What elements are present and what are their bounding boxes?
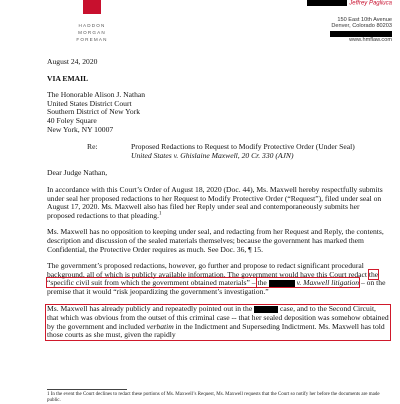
letterhead: [252, 0, 392, 43]
re-subject-line-2: United States v. Ghislaine Maxwell, 20 Cr. 330 (AJN): [131, 150, 294, 160]
sender-name: [252, 0, 392, 7]
re-subject: [131, 143, 389, 160]
re-line: [87, 143, 389, 160]
salutation: Dear Judge Nathan,: [47, 168, 108, 178]
paragraph-4-highlighted: Ms. Maxwell has already publicly and repeatedly pointed out in the case, and to the Second Circuit, that which was obvious from the outset of this criminal case -- that her sealed deposition was somehow obtained by the government and included verbatim in the Indictment and Superseding Indictment. Ms. Maxwell has told those courts as she must, given the rapidly: [45, 304, 391, 340]
firm-logo: [68, 0, 116, 48]
highlighted-passage-2: the v. Maxwell litigation: [257, 278, 360, 288]
firm-website: www.hmflaw.com: [349, 36, 392, 43]
logo-line-1: HADDON: [78, 23, 106, 28]
letter-date: August 24, 2020: [47, 57, 98, 66]
recipient-line-5: New York, NY 10007: [47, 124, 114, 134]
recipient-line-4: 40 Foley Square: [47, 115, 97, 125]
recipient-line-1: The Honorable Alison J. Nathan: [47, 90, 146, 100]
logo-line-2: MORGAN: [78, 30, 106, 35]
paragraph-3: The government’s proposed redactions, however, go further and propose to redact significant procedural background, all of which is publicly available information. The government would have this Court redact the “specific civil suit from which the government obtained materials” – the v. Maxwell litigation – on the premise that it would “risk jeopardizing the government’s investigation.”: [47, 261, 386, 296]
highlighted-passage-1: the “specific civil suit from which the government obtained materials” –: [47, 269, 379, 288]
re-label: Re:: [87, 142, 98, 152]
redacted-line: [252, 29, 392, 37]
sender-name-text: Jeffrey Pagliuca: [349, 0, 392, 7]
redaction-bar: [269, 280, 295, 287]
delivery-method: VIA EMAIL: [47, 73, 89, 83]
paragraph-2: Ms. Maxwell has no opposition to keeping under seal, and redacting from her Request and Reply, the contents, description and discussion of the sealed materials themselves; because the government has marked them Confidential, the Protective Order requires as much. See Doc. 36, ¶ 15.: [47, 227, 384, 254]
recipient-line-2: United States District Court: [47, 98, 132, 108]
address-line-2: Denver, Colorado 80203: [331, 22, 392, 29]
logo-line-3: FOREMAN: [76, 37, 108, 42]
footnote-mark: 1: [158, 211, 162, 217]
paragraph-1: In accordance with this Court’s Order of August 18, 2020 (Doc. 44), Ms. Maxwell hereby respectfully submits under seal her proposed redactions to her Request to Modify Protective Order (“Request”), filed under seal on August 17, 2020. Ms. Maxwell also has filed her Reply under seal and contemporaneously submits her proposed redactions to that pleading.$^1$: [47, 184, 383, 220]
footnote-rule: [47, 389, 127, 390]
letter-body: [47, 58, 389, 341]
re-subject-line-1: Proposed Redactions to Request to Modify Protective Order (Under Seal): [131, 142, 355, 152]
recipient-line-3: Southern District of New York: [47, 107, 141, 117]
address-line-1: 150 East 10th Avenue: [337, 16, 392, 23]
redaction-bar: [307, 0, 347, 6]
footnote: 1 In the event the Court declines to redact these portions of Ms. Maxwell’s Request, Ms. Maxwell requests that the Court so notify her before the documents are made public.: [47, 392, 380, 403]
logo-mark-icon: [83, 0, 101, 14]
